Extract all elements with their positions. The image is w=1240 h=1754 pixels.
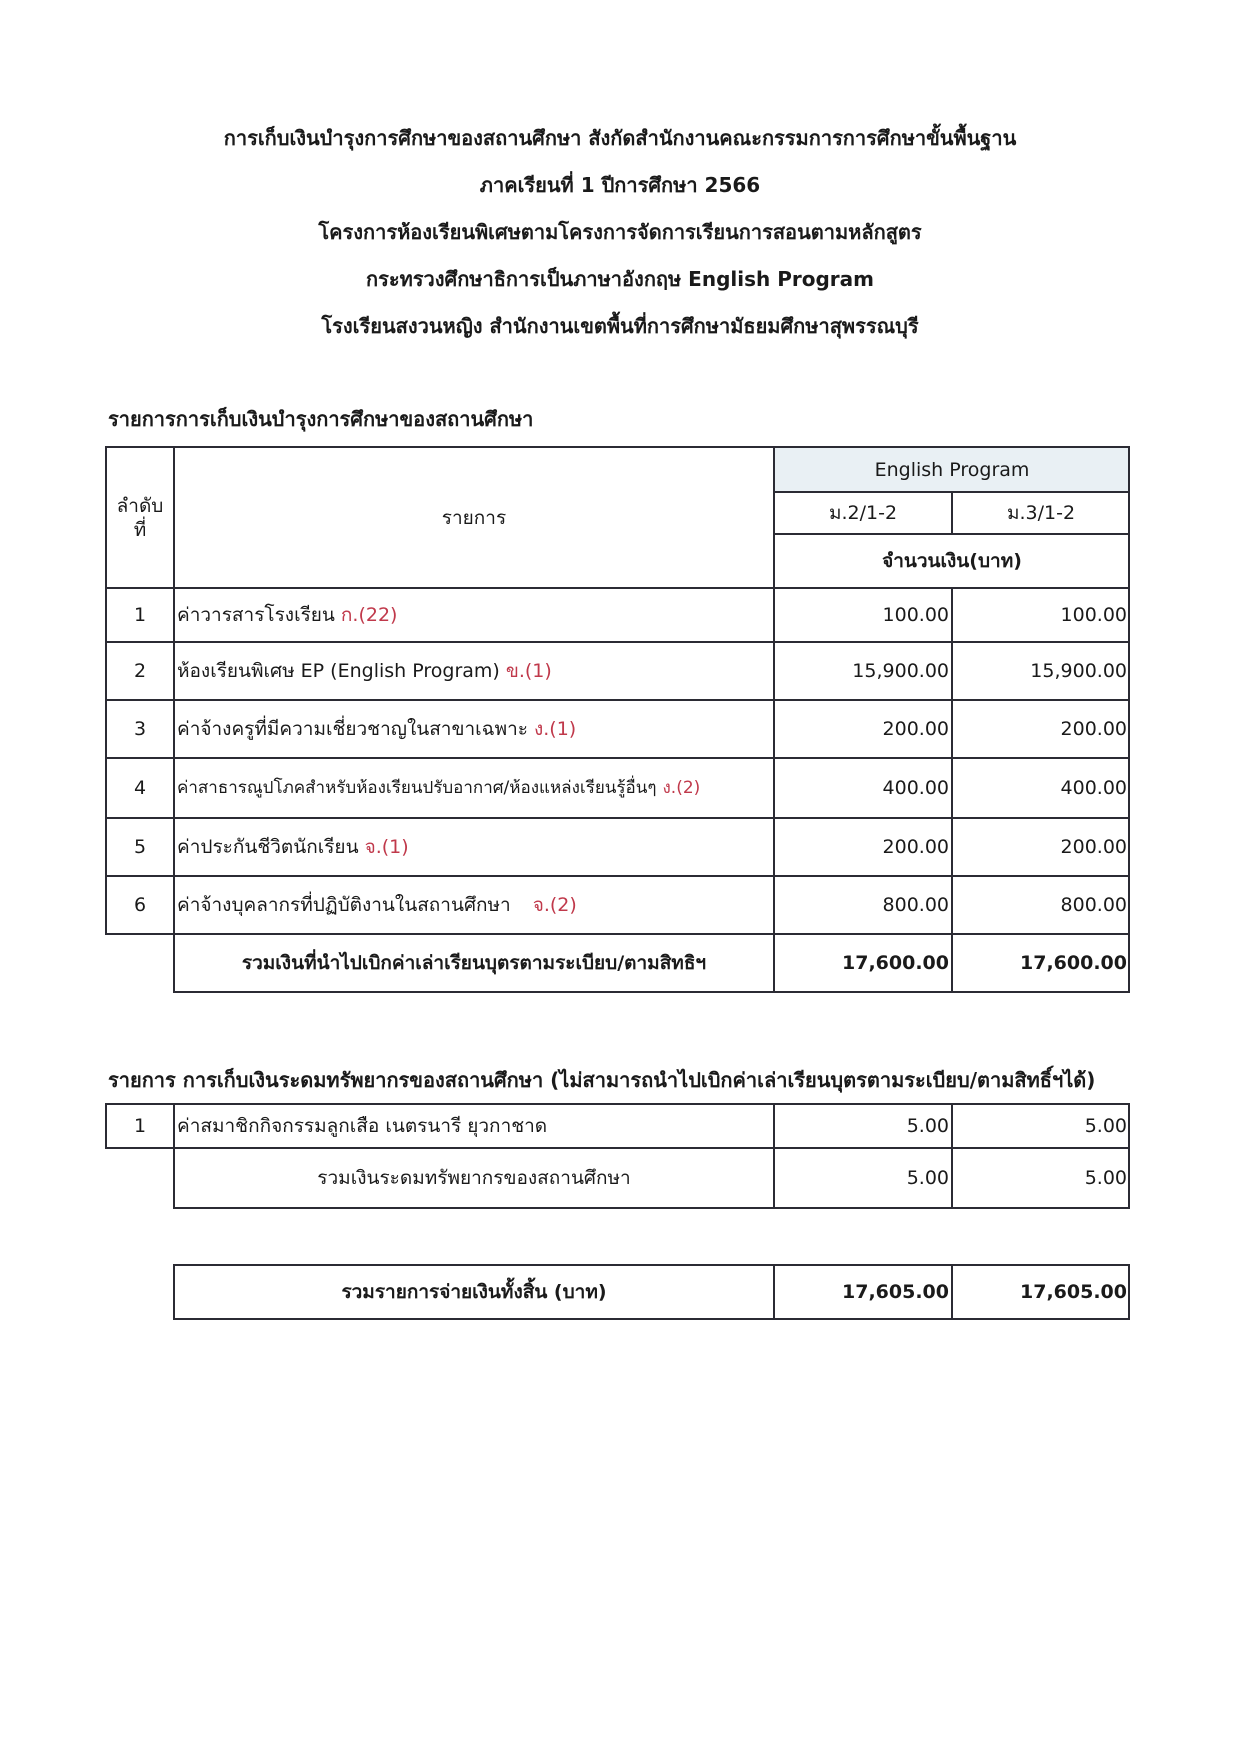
row-value-m3: 15,900.00 bbox=[1030, 660, 1127, 682]
table-border bbox=[174, 1318, 1130, 1320]
row-no: 3 bbox=[133, 718, 147, 740]
table-border bbox=[106, 875, 1130, 877]
total-value-m3: 5.00 bbox=[1084, 1167, 1127, 1189]
row-no: 2 bbox=[133, 660, 147, 682]
row-value-m2: 15,900.00 bbox=[852, 660, 949, 682]
table-border bbox=[106, 757, 1130, 759]
table-border bbox=[106, 1103, 1130, 1105]
row-value-m3: 800.00 bbox=[1060, 894, 1127, 916]
table-border bbox=[1128, 446, 1130, 993]
row-item-label: ค่าจ้างครูที่มีความเชี่ยวชาญในสาขาเฉพาะ bbox=[177, 718, 528, 740]
grand-total-value-m3: 17,605.00 bbox=[1020, 1281, 1127, 1303]
row-value-m2: 5.00 bbox=[906, 1115, 949, 1137]
col-header-amount: จำนวนเงิน(บาท) bbox=[882, 550, 1022, 572]
table-border bbox=[106, 699, 1130, 701]
table-border bbox=[106, 641, 1130, 643]
table-border bbox=[951, 491, 953, 534]
row-ref-code: ก.(22) bbox=[340, 604, 398, 626]
col-header-m2: ม.2/1-2 bbox=[828, 502, 898, 524]
row-item bbox=[174, 588, 774, 642]
grand-total-value-m2: 17,605.00 bbox=[842, 1281, 949, 1303]
row-no: 4 bbox=[133, 777, 147, 799]
row-value-m2: 200.00 bbox=[882, 718, 949, 740]
col-header-program: English Program bbox=[874, 459, 1030, 481]
col-header-item: รายการ bbox=[441, 507, 507, 529]
row-no: 1 bbox=[133, 1115, 147, 1137]
table-border bbox=[105, 1103, 107, 1149]
row-item-label: ห้องเรียนพิเศษ EP (English Program) bbox=[177, 660, 500, 682]
row-no: 1 bbox=[133, 604, 147, 626]
header-line-2: ภาคเรียนที่ 1 ปีการศึกษา 2566 bbox=[479, 173, 761, 197]
header-line-3: โครงการห้องเรียนพิเศษตามโครงการจัดการเรียนการสอนตามหลักสูตร bbox=[318, 220, 922, 244]
row-item bbox=[174, 700, 774, 758]
table-border bbox=[106, 1147, 1130, 1149]
row-value-m3: 400.00 bbox=[1060, 777, 1127, 799]
row-ref-code: จ.(1) bbox=[364, 836, 409, 858]
total-value-m2: 5.00 bbox=[906, 1167, 949, 1189]
row-ref-code: ง.(1) bbox=[533, 718, 577, 740]
table-border bbox=[106, 587, 1130, 589]
header-line-1: การเก็บเงินบำรุงการศึกษาของสถานศึกษา สังกัดสำนักงานคณะกรรมการการศึกษาขั้นพื้นฐาน bbox=[223, 126, 1017, 150]
total-label: รวมเงินระดมทรัพยากรของสถานศึกษา bbox=[317, 1167, 631, 1189]
col-header-m3: ม.3/1-2 bbox=[1006, 502, 1076, 524]
header-line-5: โรงเรียนสงวนหญิง สำนักงานเขตพื้นที่การศึกษามัธยมศึกษาสุพรรณบุรี bbox=[321, 314, 919, 338]
table-border bbox=[173, 1103, 175, 1209]
row-value-m3: 100.00 bbox=[1060, 604, 1127, 626]
table-border bbox=[174, 991, 1130, 993]
row-item-label: ค่าสาธารณูปโภคสำหรับห้องเรียนปรับอากาศ/ห้องแหล่งเรียนรู้อื่นๆ bbox=[177, 778, 657, 798]
row-item bbox=[174, 818, 774, 876]
row-no: 5 bbox=[133, 836, 147, 858]
row-item bbox=[174, 758, 774, 818]
row-item-label: ค่าวารสารโรงเรียน bbox=[177, 604, 335, 626]
row-item: ค่าสมาชิกกิจกรรมลูกเสือ เนตรนารี ยุวกาชาด bbox=[177, 1115, 548, 1137]
row-ref-code: ข.(1) bbox=[505, 660, 552, 682]
row-item-label: ค่าประกันชีวิตนักเรียน bbox=[177, 836, 359, 858]
row-value-m2: 800.00 bbox=[882, 894, 949, 916]
total-value-m2: 17,600.00 bbox=[842, 952, 949, 974]
total-value-m3: 17,600.00 bbox=[1020, 952, 1127, 974]
row-item bbox=[174, 642, 774, 700]
table-border bbox=[951, 587, 953, 993]
table-border bbox=[1128, 1264, 1130, 1320]
row-item-label: ค่าจ้างบุคลากรที่ปฏิบัติงานในสถานศึกษา bbox=[177, 894, 511, 916]
table-border bbox=[951, 1264, 953, 1320]
table-border bbox=[174, 1207, 1130, 1209]
table-border bbox=[951, 1103, 953, 1209]
table-border bbox=[106, 933, 1130, 935]
table-border bbox=[174, 1264, 1130, 1266]
row-no: 6 bbox=[133, 894, 147, 916]
row-ref-code: จ.(2) bbox=[532, 894, 577, 916]
table-border bbox=[106, 446, 1130, 448]
row-ref-code: ง.(2) bbox=[662, 778, 701, 798]
col-header-no: ลำดับ ที่ bbox=[116, 495, 164, 541]
table-border bbox=[173, 1264, 175, 1320]
total-label: รวมเงินที่นำไปเบิกค่าเล่าเรียนบุตรตามระเบียบ/ตามสิทธิฯ bbox=[241, 952, 707, 974]
table-border bbox=[773, 446, 775, 993]
table-border bbox=[105, 446, 107, 935]
table-border bbox=[773, 1264, 775, 1320]
grand-total-label: รวมรายการจ่ายเงินทั้งสิ้น (บาท) bbox=[341, 1281, 607, 1303]
table-border bbox=[773, 1103, 775, 1209]
row-value-m2: 400.00 bbox=[882, 777, 949, 799]
table-border bbox=[173, 446, 175, 993]
table-border bbox=[106, 817, 1130, 819]
row-value-m3: 200.00 bbox=[1060, 718, 1127, 740]
section2-title: รายการ การเก็บเงินระดมทรัพยากรของสถานศึกษา (ไม่สามารถนำไปเบิกค่าเล่าเรียนบุตรตามระเบียบ/ตามสิทธิ์ฯได้) bbox=[108, 1068, 1096, 1092]
row-value-m2: 200.00 bbox=[882, 836, 949, 858]
section1-title: รายการการเก็บเงินบำรุงการศึกษาของสถานศึกษา bbox=[108, 407, 534, 431]
header-line-4: กระทรวงศึกษาธิการเป็นภาษาอังกฤษ English Program bbox=[365, 267, 874, 291]
row-value-m3: 5.00 bbox=[1084, 1115, 1127, 1137]
row-item bbox=[174, 876, 774, 934]
row-value-m2: 100.00 bbox=[882, 604, 949, 626]
table-border bbox=[1128, 1103, 1130, 1209]
row-value-m3: 200.00 bbox=[1060, 836, 1127, 858]
